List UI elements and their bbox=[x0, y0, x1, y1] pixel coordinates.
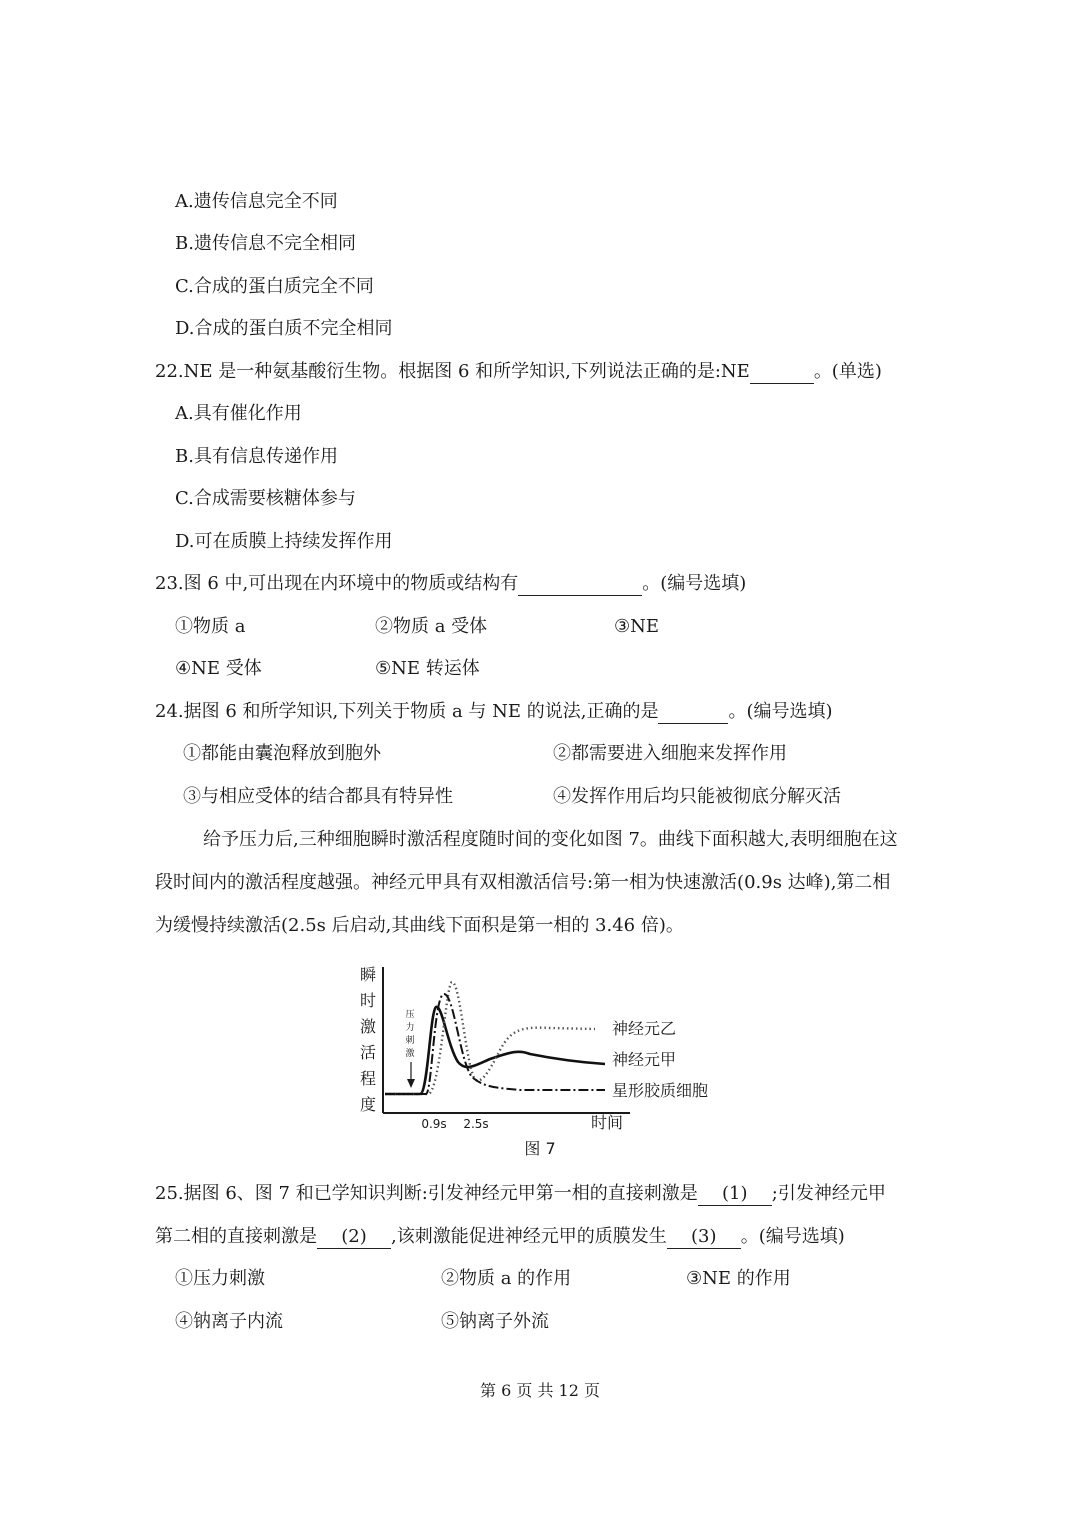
figure-7-caption: 图 7 bbox=[524, 1139, 556, 1158]
q23-option-4: ④NE 受体 bbox=[175, 658, 262, 679]
stimulus-label-char: 刺 bbox=[405, 1036, 415, 1046]
y-label-char: 时 bbox=[359, 991, 377, 1010]
paragraph-line-1: 给予压力后,三种细胞瞬时激活程度随时间的变化如图 7。曲线下面积越大,表明细胞在这 bbox=[203, 829, 898, 850]
q23-option-1: ①物质 a bbox=[175, 616, 246, 637]
q25-blank-2[interactable]: (2) bbox=[317, 1226, 391, 1249]
q23-answer-blank[interactable] bbox=[518, 573, 642, 596]
q22-stem bbox=[155, 361, 882, 384]
q25-line-2-mid: ,该刺激能促进神经元甲的质膜发生 bbox=[391, 1226, 667, 1247]
q23-stem bbox=[155, 573, 746, 596]
paragraph-line-3: 为缓慢持续激活(2.5s 后启动,其曲线下面积是第一相的 3.46 倍)。 bbox=[155, 915, 684, 936]
q25-line-2-text: 第二相的直接刺激是 bbox=[155, 1226, 317, 1247]
q25-option-5: ⑤钠离子外流 bbox=[441, 1311, 549, 1332]
q23-stem-tail: 。(编号选填) bbox=[642, 573, 747, 594]
q25-blank-3[interactable]: (3) bbox=[667, 1226, 741, 1249]
y-label-char: 瞬 bbox=[359, 965, 377, 984]
q22-stem-text: 22.NE 是一种氨基酸衍生物。根据图 6 和所学知识,下列说法正确的是:NE bbox=[155, 361, 750, 382]
stimulus-label-char: 激 bbox=[405, 1049, 415, 1059]
q21-option-c: C.合成的蛋白质完全不同 bbox=[175, 276, 374, 297]
y-label-char: 度 bbox=[359, 1095, 377, 1114]
q21-option-a: A.遗传信息完全不同 bbox=[175, 191, 338, 212]
y-axis-label bbox=[360, 965, 376, 1114]
q22-stem-tail: 。(单选) bbox=[813, 361, 882, 382]
stimulus-label-char: 力 bbox=[405, 1023, 415, 1033]
paragraph-line-2: 段时间内的激活程度越强。神经元甲具有双相激活信号:第一相为快速激活(0.9s 达峰),第二相 bbox=[155, 872, 891, 893]
series-jia-line bbox=[385, 1007, 605, 1094]
x-tick-0-9s: 0.9s bbox=[421, 1117, 447, 1131]
q25-option-1: ①压力刺激 bbox=[175, 1268, 265, 1289]
q22-option-b: B.具有信息传递作用 bbox=[175, 446, 338, 467]
q22-answer-blank[interactable] bbox=[750, 361, 814, 384]
q24-option-3: ③与相应受体的结合都具有特异性 bbox=[183, 786, 453, 807]
x-axis-label: 时间 bbox=[590, 1113, 624, 1132]
page-footer: 第 6 页 共 12 页 bbox=[480, 1381, 600, 1400]
legend-neuron-jia: 神经元甲 bbox=[612, 1050, 677, 1069]
y-label-char: 活 bbox=[359, 1043, 377, 1062]
y-label-char: 激 bbox=[359, 1017, 377, 1036]
legend-astrocyte: 星形胶质细胞 bbox=[612, 1081, 709, 1100]
q25-line-1-tail: ;引发神经元甲 bbox=[771, 1183, 886, 1204]
q21-option-d: D.合成的蛋白质不完全相同 bbox=[175, 318, 393, 339]
q23-option-5: ⑤NE 转运体 bbox=[375, 658, 480, 679]
q24-answer-blank[interactable] bbox=[658, 701, 728, 724]
q25-option-4: ④钠离子内流 bbox=[175, 1311, 283, 1332]
series-yi-line bbox=[385, 982, 595, 1094]
q25-line-2-tail: 。(编号选填) bbox=[740, 1226, 845, 1247]
q25-line-1 bbox=[155, 1183, 886, 1206]
q23-option-2: ②物质 a 受体 bbox=[375, 616, 488, 637]
q24-stem-tail: 。(编号选填) bbox=[728, 701, 833, 722]
q22-option-d: D.可在质膜上持续发挥作用 bbox=[175, 531, 393, 552]
q25-blank-1[interactable]: (1) bbox=[698, 1183, 772, 1206]
q23-option-3: ③NE bbox=[614, 616, 660, 637]
stimulus-arrow-icon bbox=[407, 1079, 415, 1088]
legend-neuron-yi: 神经元乙 bbox=[612, 1019, 677, 1038]
q24-stem-text: 24.据图 6 和所学知识,下列关于物质 a 与 NE 的说法,正确的是 bbox=[155, 701, 659, 722]
x-tick-2-5s: 2.5s bbox=[463, 1117, 489, 1131]
q24-option-4: ④发挥作用后均只能被彻底分解灭活 bbox=[553, 786, 841, 807]
stimulus-label-char: 压 bbox=[405, 1010, 415, 1020]
q23-stem-text: 23.图 6 中,可出现在内环境中的物质或结构有 bbox=[155, 573, 519, 594]
q21-option-b: B.遗传信息不完全相同 bbox=[175, 233, 356, 254]
q24-option-2: ②都需要进入细胞来发挥作用 bbox=[553, 743, 787, 764]
q24-option-1: ①都能由囊泡释放到胞外 bbox=[183, 743, 381, 764]
y-label-char: 程 bbox=[359, 1069, 377, 1088]
stimulus-annotation bbox=[405, 1009, 415, 1088]
q25-line-2 bbox=[155, 1226, 845, 1249]
series-glia-line bbox=[385, 994, 605, 1094]
q25-line-1-text: 25.据图 6、图 7 和已学知识判断:引发神经元甲第一相的直接刺激是 bbox=[155, 1183, 698, 1204]
q22-option-c: C.合成需要核糖体参与 bbox=[175, 488, 356, 509]
q24-stem bbox=[155, 701, 833, 724]
figure-7 bbox=[350, 962, 750, 1167]
q22-option-a: A.具有催化作用 bbox=[175, 403, 302, 424]
q25-option-2: ②物质 a 的作用 bbox=[441, 1268, 572, 1289]
q25-option-3: ③NE 的作用 bbox=[686, 1268, 791, 1289]
